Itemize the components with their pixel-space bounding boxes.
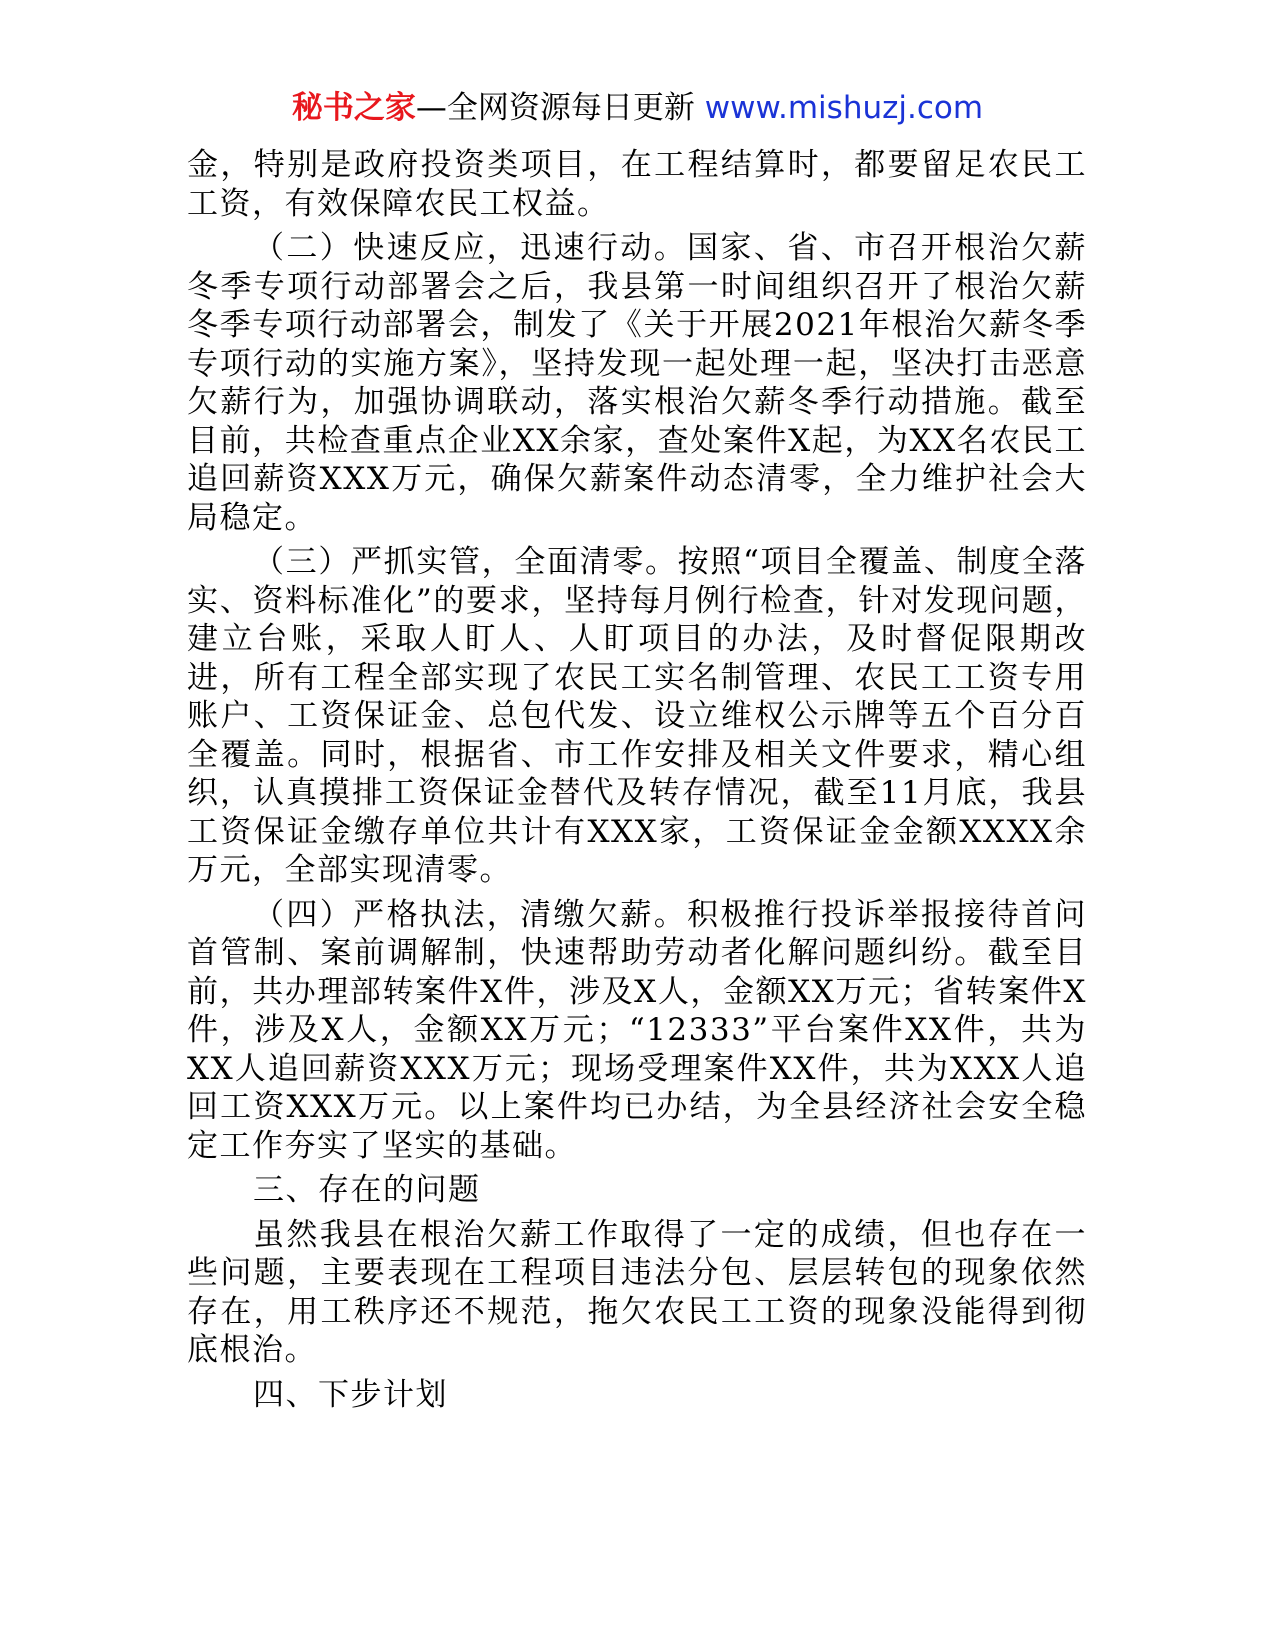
heading-next-plan: 四、下步计划 [253,1376,448,1413]
site-tagline: —全网资源每日更新 [415,90,695,126]
heading-existing-problems: 三、存在的问题 [253,1172,481,1208]
site-url-link[interactable]: www.mishuzj.com [704,90,984,126]
document-body [187,146,1087,1420]
paragraph-section-3: （三）严抓实管，全面清零。按照“项目全覆盖、制度全落实、资料标准化”的要求，坚持每月例行检查，针对发现问题，建立台账，采取人盯人、人盯项目的办法，及时督促限期改进，所有工程全部实现了农民工实名制管理、农民工工资专用账户、工资保证金、总包代发、设立维权公示牌等五个百分百全覆盖。同时，根据省、市工作安排及相关文件要求，精心组织，认真摸排工资保证金替代及转存情况，截至11月底，我县工资保证金缴存单位共计有XXX家，工资保证金金额XXXX余万元，全部实现清零。 [187,544,1087,888]
paragraph-section-2: （二）快速反应，迅速行动。国家、省、市召开根治欠薪冬季专项行动部署会之后，我县第一时间组织召开了根治欠薪冬季专项行动部署会，制发了《关于开展2021年根治欠薪冬季专项行动的实施方案》，坚持发现一起处理一起，坚决打击恶意欠薪行为，加强协调联动，落实根治欠薪冬季行动措施。截至目前，共检查重点企业XX余家，查处案件X起，为XX名农民工追回薪资XXX万元，确保欠薪案件动态清零，全力维护社会大局稳定。 [187,230,1087,536]
site-brand: 秘书之家 [291,90,416,126]
paragraph-section-4: （四）严格执法，清缴欠薪。积极推行投诉举报接待首问首管制、案前调解制，快速帮助劳动者化解问题纠纷。截至目前，共办理部转案件X件，涉及X人，金额XX万元；省转案件X件，涉及X人，金额XX万元；“12333”平台案件XX件，共为XX人追回薪资XXX万元；现场受理案件XX件，共为XXX人追回工资XXX万元。以上案件均已办结，为全县经济社会安全稳定工作夯实了坚实的基础。 [187,896,1087,1164]
site-header [0,86,1275,130]
paragraph-problems: 虽然我县在根治欠薪工作取得了一定的成绩，但也存在一些问题，主要表现在工程项目违法分包、层层转包的现象依然存在，用工秩序还不规范，拖欠农民工工资的现象没能得到彻底根治。 [187,1216,1087,1368]
paragraph-continuation: 金，特别是政府投资类项目，在工程结算时，都要留足农民工工资，有效保障农民工权益。 [187,147,1087,222]
